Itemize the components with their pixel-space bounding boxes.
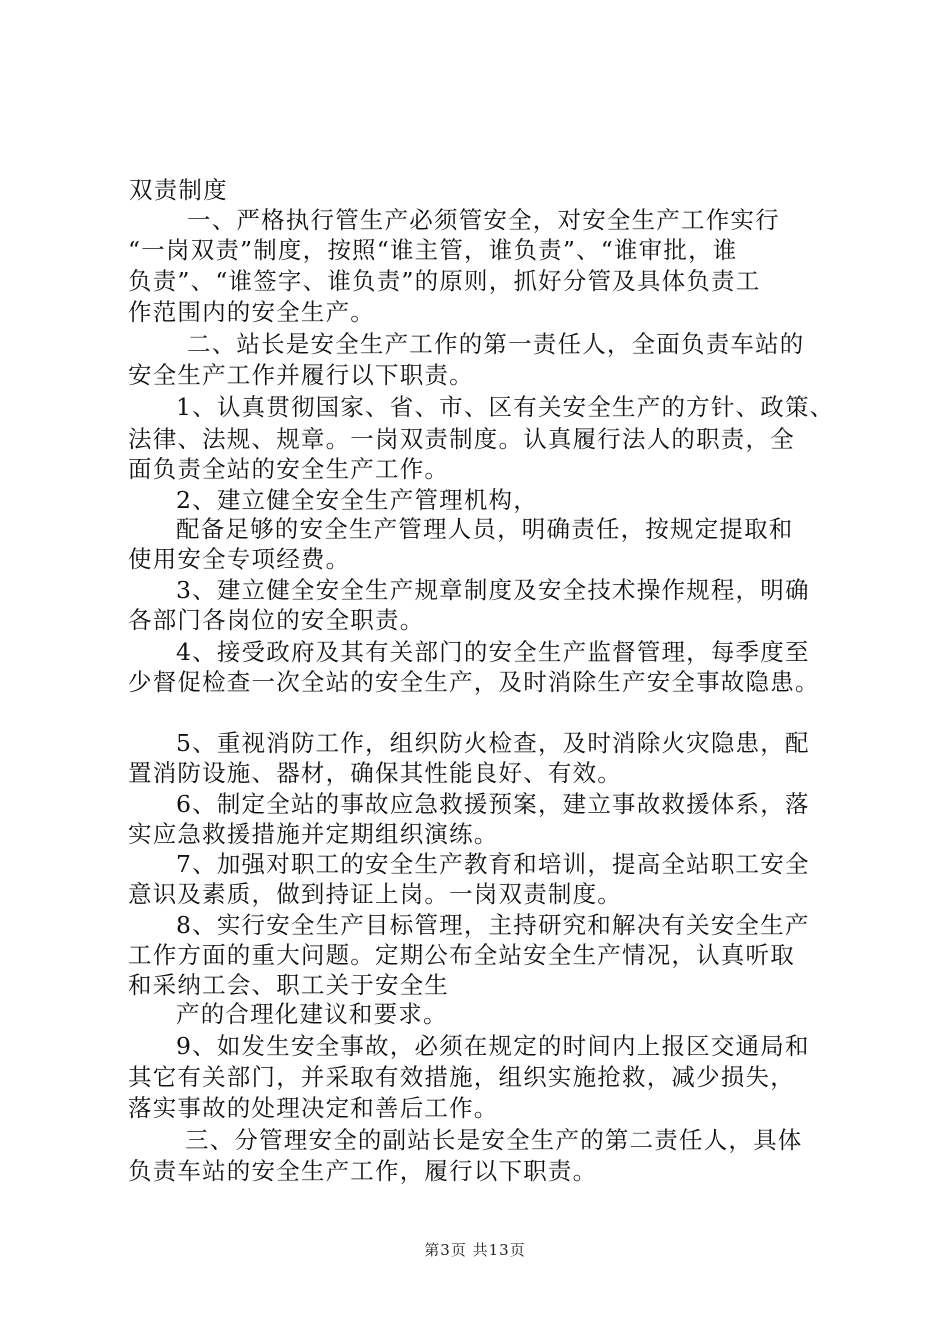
text-line: 6、制定全站的事故应急救援预案，建立事故救援体系，落 bbox=[176, 790, 810, 818]
text-line: 使用安全专项经费。 bbox=[128, 545, 351, 573]
text-line: 作范围内的安全生产。 bbox=[128, 298, 375, 326]
text-line: 三、分管理安全的副站长是安全生产的第二责任人，具体 bbox=[185, 1126, 803, 1154]
text-line: “一岗双责”制度，按照“谁主管，谁负责”、“谁审批，谁 bbox=[128, 236, 738, 264]
text-line: 法律、法规、规章。一岗双责制度。认真履行法人的职责，全 bbox=[128, 425, 795, 453]
text-line: 3、建立健全安全生产规章制度及安全技术操作规程，明确 bbox=[176, 576, 810, 604]
text-line: 置消防设施、器材，确保其性能良好、有效。 bbox=[128, 759, 622, 787]
text-line: 少督促检查一次全站的安全生产，及时消除生产安全事故隐患。 bbox=[128, 668, 820, 696]
text-line: 和采纳工会、职工关于安全生 bbox=[128, 971, 450, 999]
text-line: 5、重视消防工作，组织防火检查，及时消除火灾隐患，配 bbox=[176, 729, 810, 757]
text-line: 各部门各岗位的安全职责。 bbox=[128, 606, 425, 634]
text-line: 面负责全站的安全生产工作。 bbox=[128, 455, 450, 483]
text-line: 工作方面的重大问题。定期公布全站安全生产情况，认真听取 bbox=[128, 941, 795, 969]
text-line: 实应急救援措施并定期组织演练。 bbox=[128, 820, 499, 848]
text-line: 负责车站的安全生产工作，履行以下职责。 bbox=[128, 1157, 598, 1185]
text-line: 其它有关部门，并采取有效措施，组织实施抢救，减少损失， bbox=[128, 1063, 795, 1091]
text-line: 1、认真贯彻国家、省、市、区有关安全生产的方针、政策、 bbox=[176, 393, 835, 421]
text-line: 安全生产工作并履行以下职责。 bbox=[128, 361, 474, 389]
text-line: 4、接受政府及其有关部门的安全生产监督管理，每季度至 bbox=[176, 638, 810, 666]
text-line: 一、严格执行管生产必须管安全，对安全生产工作实行 bbox=[187, 206, 780, 234]
text-line: 7、加强对职工的安全生产教育和培训，提高全站职工安全 bbox=[176, 850, 810, 878]
document-title: 双责制度 bbox=[129, 176, 228, 204]
text-line: 配备足够的安全生产管理人员，明确责任，按规定提取和 bbox=[176, 515, 794, 543]
text-line: 产的合理化建议和要求。 bbox=[176, 1000, 448, 1028]
text-line: 2、建立健全安全生产管理机构， bbox=[176, 486, 538, 514]
text-line: 负责”、“谁签字、谁负责”的原则，抓好分管及具体负责工 bbox=[128, 267, 761, 295]
text-line: 8、实行安全生产目标管理，主持研究和解决有关安全生产 bbox=[176, 911, 810, 939]
page-footer: 第3页 共13页 bbox=[424, 1241, 526, 1259]
text-line: 意识及素质，做到持证上岗。一岗双责制度。 bbox=[128, 880, 622, 908]
text-line: 落实事故的处理决定和善后工作。 bbox=[128, 1094, 499, 1122]
text-line: 二、站长是安全生产工作的第一责任人，全面负责车站的 bbox=[187, 330, 805, 358]
text-line: 9、如发生安全事故，必须在规定的时间内上报区交通局和 bbox=[176, 1032, 810, 1060]
